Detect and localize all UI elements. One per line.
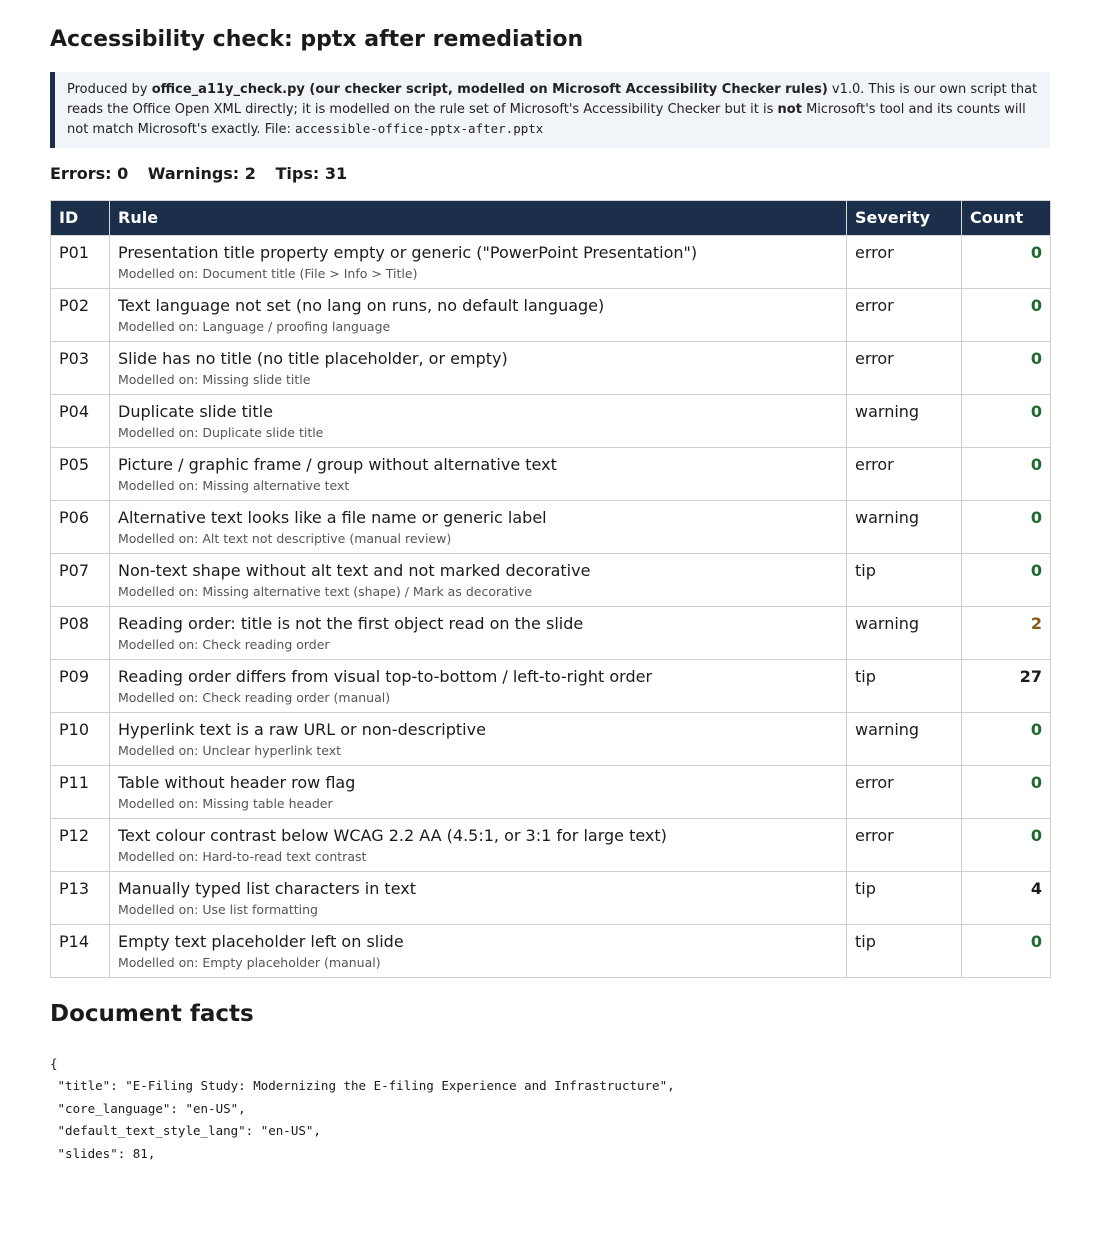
rule-severity: tip bbox=[847, 924, 962, 977]
rule-text: Hyperlink text is a raw URL or non-descriptive bbox=[118, 719, 486, 739]
rule-id: P14 bbox=[51, 924, 110, 977]
rule-modelled-on: Modelled on: Missing alternative text (shape) / Mark as decorative bbox=[118, 583, 533, 599]
facts-line: "default_text_style_lang": "en-US", bbox=[50, 1123, 321, 1138]
header-rule: Rule bbox=[110, 200, 847, 235]
rule-cell bbox=[110, 765, 847, 818]
rule-id: P07 bbox=[51, 553, 110, 606]
rule-severity: warning bbox=[847, 500, 962, 553]
rule-cell bbox=[110, 871, 847, 924]
rule-cell bbox=[110, 394, 847, 447]
rule-cell bbox=[110, 288, 847, 341]
rule-id: P08 bbox=[51, 606, 110, 659]
rule-id: P04 bbox=[51, 394, 110, 447]
rule-count: 0 bbox=[962, 235, 1051, 288]
rule-modelled-on: Modelled on: Empty placeholder (manual) bbox=[118, 954, 381, 970]
table-row bbox=[51, 765, 1051, 818]
note-text-2: Microsoft's tool and its counts will not match Microsoft's exactly. File: bbox=[67, 101, 1026, 137]
rule-severity: tip bbox=[847, 659, 962, 712]
rule-id: P06 bbox=[51, 500, 110, 553]
note-file-name: accessible-office-pptx-after.pptx bbox=[294, 121, 544, 136]
table-row bbox=[51, 394, 1051, 447]
rule-text: Alternative text looks like a file name or generic label bbox=[118, 507, 547, 527]
rule-id: P03 bbox=[51, 341, 110, 394]
rule-cell bbox=[110, 447, 847, 500]
rule-count: 0 bbox=[962, 553, 1051, 606]
rule-id: P12 bbox=[51, 818, 110, 871]
rule-text: Reading order differs from visual top-to-bottom / left-to-right order bbox=[118, 666, 653, 686]
rule-severity: error bbox=[847, 765, 962, 818]
rule-severity: tip bbox=[847, 871, 962, 924]
rule-text: Text language not set (no lang on runs, no default language) bbox=[118, 295, 605, 315]
rule-id: P11 bbox=[51, 765, 110, 818]
facts-line: "title": "E-Filing Study: Modernizing the E-filing Experience and Infrastructure", bbox=[50, 1078, 675, 1093]
rule-cell bbox=[110, 924, 847, 977]
header-count: Count bbox=[962, 200, 1051, 235]
page-title: Accessibility check: pptx after remediation bbox=[50, 27, 584, 52]
table-row bbox=[51, 447, 1051, 500]
totals-summary bbox=[50, 164, 1050, 183]
rule-count: 0 bbox=[962, 765, 1051, 818]
rule-text: Empty text placeholder left on slide bbox=[118, 931, 404, 951]
rule-count: 27 bbox=[962, 659, 1051, 712]
rule-count: 4 bbox=[962, 871, 1051, 924]
rule-modelled-on: Modelled on: Alt text not descriptive (manual review) bbox=[118, 530, 452, 546]
rule-cell bbox=[110, 500, 847, 553]
rule-cell bbox=[110, 659, 847, 712]
note-prefix: Produced by bbox=[67, 82, 152, 97]
rule-cell bbox=[110, 235, 847, 288]
rule-severity: error bbox=[847, 288, 962, 341]
rule-count: 0 bbox=[962, 447, 1051, 500]
tips-total: Tips: 31 bbox=[275, 163, 348, 183]
table-row bbox=[51, 500, 1051, 553]
rule-text: Slide has no title (no title placeholder, or empty) bbox=[118, 348, 508, 368]
rule-modelled-on: Modelled on: Missing alternative text bbox=[118, 477, 350, 493]
facts-line: "slides": 81, bbox=[50, 1145, 156, 1161]
rule-cell bbox=[110, 606, 847, 659]
rule-text: Reading order: title is not the first object read on the slide bbox=[118, 613, 584, 633]
facts-heading: Document facts bbox=[50, 1000, 254, 1027]
header-id: ID bbox=[51, 200, 110, 235]
warnings-total: Warnings: 2 bbox=[147, 163, 256, 183]
rule-modelled-on: Modelled on: Hard-to-read text contrast bbox=[118, 848, 367, 864]
table-row bbox=[51, 553, 1051, 606]
rule-severity: error bbox=[847, 235, 962, 288]
rule-text: Picture / graphic frame / group without alternative text bbox=[118, 454, 557, 474]
table-row bbox=[51, 712, 1051, 765]
table-row bbox=[51, 606, 1051, 659]
rule-modelled-on: Modelled on: Missing table header bbox=[118, 795, 333, 811]
note-not: not bbox=[777, 101, 802, 117]
rule-count: 0 bbox=[962, 394, 1051, 447]
rule-text: Manually typed list characters in text bbox=[118, 878, 416, 898]
rule-cell bbox=[110, 553, 847, 606]
rules-table bbox=[50, 200, 1051, 978]
rule-cell bbox=[110, 712, 847, 765]
facts-json-block bbox=[50, 1053, 1050, 1166]
table-row bbox=[51, 235, 1051, 288]
rule-modelled-on: Modelled on: Duplicate slide title bbox=[118, 424, 324, 440]
rule-modelled-on: Modelled on: Unclear hyperlink text bbox=[118, 742, 342, 758]
rule-count: 0 bbox=[962, 288, 1051, 341]
rule-text: Presentation title property empty or generic ("PowerPoint Presentation") bbox=[118, 242, 698, 262]
rule-count: 0 bbox=[962, 924, 1051, 977]
producer-note bbox=[50, 72, 1050, 148]
rule-id: P05 bbox=[51, 447, 110, 500]
rule-text: Non-text shape without alt text and not marked decorative bbox=[118, 560, 591, 580]
note-text-1: v1.0. This is our own script that reads the Office Open XML directly; it is modelled on the rule set of Microsoft's Accessibility Checker but it is bbox=[67, 82, 1038, 117]
rule-severity: warning bbox=[847, 712, 962, 765]
rule-severity: warning bbox=[847, 394, 962, 447]
rule-severity: error bbox=[847, 447, 962, 500]
rule-text: Table without header row flag bbox=[118, 772, 356, 792]
table-row bbox=[51, 924, 1051, 977]
table-row bbox=[51, 818, 1051, 871]
rule-id: P13 bbox=[51, 871, 110, 924]
rule-modelled-on: Modelled on: Check reading order bbox=[118, 636, 330, 652]
rule-severity: tip bbox=[847, 553, 962, 606]
rule-modelled-on: Modelled on: Document title (File > Info > Title) bbox=[118, 265, 418, 281]
rule-count: 0 bbox=[962, 500, 1051, 553]
rule-id: P01 bbox=[51, 235, 110, 288]
errors-total: Errors: 0 bbox=[50, 163, 129, 183]
rule-severity: warning bbox=[847, 606, 962, 659]
rule-modelled-on: Modelled on: Check reading order (manual) bbox=[118, 689, 391, 705]
rule-cell bbox=[110, 341, 847, 394]
rule-modelled-on: Modelled on: Use list formatting bbox=[118, 901, 318, 917]
facts-line: { bbox=[50, 1055, 58, 1071]
rule-modelled-on: Modelled on: Language / proofing language bbox=[118, 318, 391, 334]
rule-count: 0 bbox=[962, 818, 1051, 871]
rule-id: P09 bbox=[51, 659, 110, 712]
rule-text: Text colour contrast below WCAG 2.2 AA (4.5:1, or 3:1 for large text) bbox=[118, 825, 667, 845]
rule-severity: error bbox=[847, 341, 962, 394]
table-row bbox=[51, 341, 1051, 394]
rule-text: Duplicate slide title bbox=[118, 401, 273, 421]
note-tool-name: office_a11y_check.py (our checker script, modelled on Microsoft Accessibility Checker rules) bbox=[151, 82, 828, 97]
rule-cell bbox=[110, 818, 847, 871]
table-row bbox=[51, 288, 1051, 341]
header-severity: Severity bbox=[847, 200, 962, 235]
rule-id: P02 bbox=[51, 288, 110, 341]
rule-count: 0 bbox=[962, 341, 1051, 394]
table-row bbox=[51, 659, 1051, 712]
rule-count: 2 bbox=[962, 606, 1051, 659]
facts-line: "core_language": "en-US", bbox=[50, 1100, 246, 1116]
rule-severity: error bbox=[847, 818, 962, 871]
table-row bbox=[51, 871, 1051, 924]
rule-id: P10 bbox=[51, 712, 110, 765]
rule-modelled-on: Modelled on: Missing slide title bbox=[118, 371, 311, 387]
table-header-row bbox=[51, 200, 1051, 235]
rule-count: 0 bbox=[962, 712, 1051, 765]
